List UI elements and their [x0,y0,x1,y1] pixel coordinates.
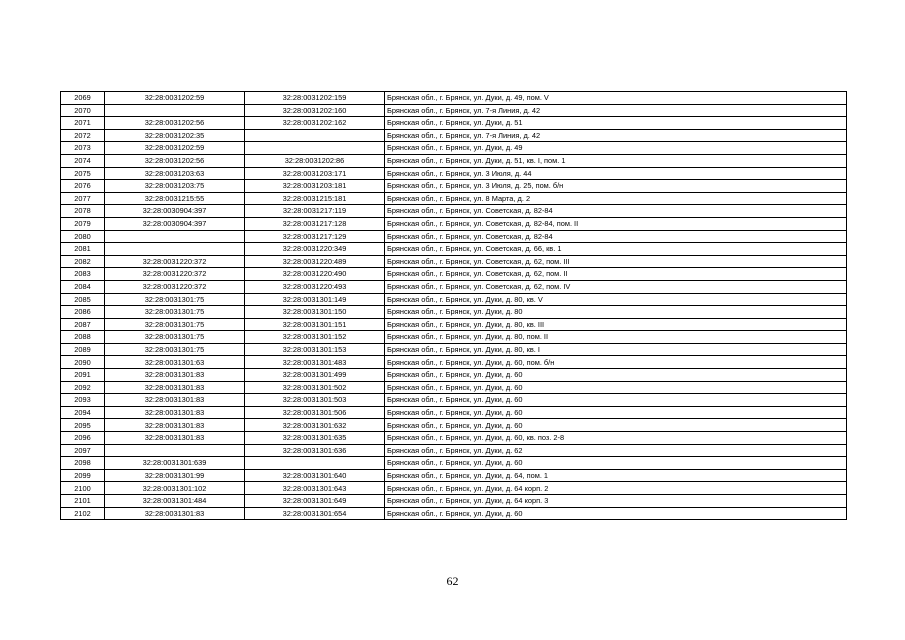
table-row [61,495,847,508]
land-cadastral-number-cell: 32:28:0031301:639 [105,457,245,470]
land-cadastral-number-cell: 32:28:0031301:83 [105,432,245,445]
row-number-cell: 2079 [61,217,105,230]
land-cadastral-number-cell: 32:28:0031220:372 [105,280,245,293]
building-cadastral-number-cell: 32:28:0031301:150 [245,306,385,319]
table-row [61,167,847,180]
row-number-cell: 2084 [61,280,105,293]
row-number-cell: 2087 [61,318,105,331]
land-cadastral-number-cell: 32:28:0031301:102 [105,482,245,495]
land-cadastral-number-cell: 32:28:0031203:75 [105,180,245,193]
table-row [61,469,847,482]
building-cadastral-number-cell: 32:28:0031202:162 [245,117,385,130]
building-cadastral-number-cell: 32:28:0031203:181 [245,180,385,193]
table-row [61,394,847,407]
table-row [61,381,847,394]
row-number-cell: 2098 [61,457,105,470]
table-row [61,293,847,306]
land-cadastral-number-cell: 32:28:0031301:83 [105,369,245,382]
table-row [61,331,847,344]
land-cadastral-number-cell: 32:28:0031301:83 [105,419,245,432]
row-number-cell: 2080 [61,230,105,243]
table-row [61,205,847,218]
building-cadastral-number-cell: 32:28:0031301:643 [245,482,385,495]
address-cell: Брянская обл., г. Брянск, ул. Дуки, д. 51 [385,117,847,130]
row-number-cell: 2071 [61,117,105,130]
building-cadastral-number-cell: 32:28:0031202:160 [245,104,385,117]
building-cadastral-number-cell: 32:28:0031301:635 [245,432,385,445]
land-cadastral-number-cell: 32:28:0030904:397 [105,217,245,230]
address-cell: Брянская обл., г. Брянск, ул. Советская, д. 62, пом. IV [385,280,847,293]
row-number-cell: 2073 [61,142,105,155]
building-cadastral-number-cell: 32:28:0031301:640 [245,469,385,482]
land-cadastral-number-cell [105,444,245,457]
row-number-cell: 2100 [61,482,105,495]
address-cell: Брянская обл., г. Брянск, ул. Дуки, д. 60 [385,394,847,407]
row-number-cell: 2083 [61,268,105,281]
address-cell: Брянская обл., г. Брянск, ул. Дуки, д. 60 [385,457,847,470]
row-number-cell: 2101 [61,495,105,508]
building-cadastral-number-cell: 32:28:0031301:499 [245,369,385,382]
table-row [61,180,847,193]
address-cell: Брянская обл., г. Брянск, ул. Дуки, д. 49 [385,142,847,155]
land-cadastral-number-cell: 32:28:0031202:35 [105,129,245,142]
page-number: 62 [446,574,459,588]
land-cadastral-number-cell: 32:28:0031202:59 [105,142,245,155]
row-number-cell: 2086 [61,306,105,319]
row-number-cell: 2074 [61,154,105,167]
table-row [61,318,847,331]
building-cadastral-number-cell: 32:28:0031220:489 [245,255,385,268]
land-cadastral-number-cell: 32:28:0031301:99 [105,469,245,482]
building-cadastral-number-cell: 32:28:0031301:632 [245,419,385,432]
table-row [61,268,847,281]
address-cell: Брянская обл., г. Брянск, ул. Дуки, д. 80, пом. II [385,331,847,344]
building-cadastral-number-cell [245,129,385,142]
table-row [61,230,847,243]
row-number-cell: 2093 [61,394,105,407]
table-row [61,192,847,205]
cadastral-table [60,91,847,520]
land-cadastral-number-cell: 32:28:0031301:83 [105,406,245,419]
address-cell: Брянская обл., г. Брянск, ул. Дуки, д. 80, кв. III [385,318,847,331]
row-number-cell: 2081 [61,243,105,256]
building-cadastral-number-cell: 32:28:0031217:128 [245,217,385,230]
row-number-cell: 2090 [61,356,105,369]
land-cadastral-number-cell: 32:28:0031301:83 [105,507,245,520]
building-cadastral-number-cell: 32:28:0031301:502 [245,381,385,394]
address-cell: Брянская обл., г. Брянск, ул. Советская, д. 82-84 [385,230,847,243]
address-cell: Брянская обл., г. Брянск, ул. Советская, д. 62, пом. II [385,268,847,281]
address-cell: Брянская обл., г. Брянск, ул. Дуки, д. 60 [385,419,847,432]
building-cadastral-number-cell: 32:28:0031202:159 [245,92,385,105]
table-row [61,92,847,105]
table-row [61,243,847,256]
land-cadastral-number-cell: 32:28:0030904:397 [105,205,245,218]
building-cadastral-number-cell [245,457,385,470]
address-cell: Брянская обл., г. Брянск, ул. Дуки, д. 64, пом. 1 [385,469,847,482]
table-row [61,457,847,470]
land-cadastral-number-cell: 32:28:0031202:56 [105,117,245,130]
address-cell: Брянская обл., г. Брянск, ул. 3 Июля, д. 25, пом. б/н [385,180,847,193]
table-row [61,117,847,130]
address-cell: Брянская обл., г. Брянск, ул. Дуки, д. 60 [385,406,847,419]
building-cadastral-number-cell: 32:28:0031301:503 [245,394,385,407]
building-cadastral-number-cell: 32:28:0031301:636 [245,444,385,457]
land-cadastral-number-cell [105,243,245,256]
land-cadastral-number-cell: 32:28:0031301:75 [105,343,245,356]
table-row [61,432,847,445]
address-cell: Брянская обл., г. Брянск, ул. 7-я Линия, д. 42 [385,129,847,142]
table-row [61,306,847,319]
building-cadastral-number-cell: 32:28:0031301:649 [245,495,385,508]
building-cadastral-number-cell: 32:28:0031301:152 [245,331,385,344]
address-cell: Брянская обл., г. Брянск, ул. 8 Марта, д. 2 [385,192,847,205]
row-number-cell: 2096 [61,432,105,445]
land-cadastral-number-cell: 32:28:0031203:63 [105,167,245,180]
building-cadastral-number-cell: 32:28:0031301:149 [245,293,385,306]
table-row [61,419,847,432]
row-number-cell: 2088 [61,331,105,344]
building-cadastral-number-cell: 32:28:0031220:349 [245,243,385,256]
building-cadastral-number-cell: 32:28:0031220:490 [245,268,385,281]
row-number-cell: 2091 [61,369,105,382]
address-cell: Брянская обл., г. Брянск, ул. Советская, д. 62, пом. III [385,255,847,268]
table-row [61,142,847,155]
land-cadastral-number-cell: 32:28:0031301:75 [105,318,245,331]
row-number-cell: 2097 [61,444,105,457]
address-cell: Брянская обл., г. Брянск, ул. 3 Июля, д. 44 [385,167,847,180]
table-row [61,217,847,230]
table-row [61,104,847,117]
building-cadastral-number-cell: 32:28:0031203:171 [245,167,385,180]
address-cell: Брянская обл., г. Брянск, ул. Дуки, д. 60, кв. поз. 2-8 [385,432,847,445]
land-cadastral-number-cell: 32:28:0031301:75 [105,293,245,306]
row-number-cell: 2094 [61,406,105,419]
address-cell: Брянская обл., г. Брянск, ул. Дуки, д. 49, пом. V [385,92,847,105]
table-row [61,255,847,268]
row-number-cell: 2082 [61,255,105,268]
row-number-cell: 2072 [61,129,105,142]
land-cadastral-number-cell: 32:28:0031202:59 [105,92,245,105]
land-cadastral-number-cell: 32:28:0031301:75 [105,331,245,344]
row-number-cell: 2069 [61,92,105,105]
building-cadastral-number-cell: 32:28:0031301:153 [245,343,385,356]
table-row [61,444,847,457]
building-cadastral-number-cell: 32:28:0031215:181 [245,192,385,205]
land-cadastral-number-cell: 32:28:0031220:372 [105,268,245,281]
building-cadastral-number-cell: 32:28:0031217:119 [245,205,385,218]
row-number-cell: 2076 [61,180,105,193]
address-cell: Брянская обл., г. Брянск, ул. Советская, д. 66, кв. 1 [385,243,847,256]
row-number-cell: 2078 [61,205,105,218]
land-cadastral-number-cell: 32:28:0031215:55 [105,192,245,205]
land-cadastral-number-cell: 32:28:0031301:83 [105,394,245,407]
building-cadastral-number-cell: 32:28:0031301:151 [245,318,385,331]
row-number-cell: 2095 [61,419,105,432]
table-row [61,507,847,520]
address-cell: Брянская обл., г. Брянск, ул. Дуки, д. 51, кв. I, пом. 1 [385,154,847,167]
table-row [61,482,847,495]
building-cadastral-number-cell: 32:28:0031217:129 [245,230,385,243]
land-cadastral-number-cell: 32:28:0031301:484 [105,495,245,508]
table-row [61,154,847,167]
row-number-cell: 2075 [61,167,105,180]
address-cell: Брянская обл., г. Брянск, ул. Дуки, д. 62 [385,444,847,457]
row-number-cell: 2070 [61,104,105,117]
table-row [61,369,847,382]
address-cell: Брянская обл., г. Брянск, ул. 7-я Линия, д. 42 [385,104,847,117]
building-cadastral-number-cell: 32:28:0031220:493 [245,280,385,293]
building-cadastral-number-cell: 32:28:0031301:506 [245,406,385,419]
land-cadastral-number-cell: 32:28:0031202:56 [105,154,245,167]
land-cadastral-number-cell: 32:28:0031220:372 [105,255,245,268]
table-body [61,92,847,520]
table-row [61,129,847,142]
address-cell: Брянская обл., г. Брянск, ул. Дуки, д. 80 [385,306,847,319]
land-cadastral-number-cell [105,230,245,243]
land-cadastral-number-cell: 32:28:0031301:63 [105,356,245,369]
table-row [61,280,847,293]
land-cadastral-number-cell [105,104,245,117]
address-cell: Брянская обл., г. Брянск, ул. Дуки, д. 60 [385,369,847,382]
row-number-cell: 2089 [61,343,105,356]
table-row [61,356,847,369]
land-cadastral-number-cell: 32:28:0031301:75 [105,306,245,319]
address-cell: Брянская обл., г. Брянск, ул. Советская, д. 82-84, пом. II [385,217,847,230]
building-cadastral-number-cell: 32:28:0031301:654 [245,507,385,520]
row-number-cell: 2102 [61,507,105,520]
address-cell: Брянская обл., г. Брянск, ул. Дуки, д. 64 корп. 3 [385,495,847,508]
address-cell: Брянская обл., г. Брянск, ул. Дуки, д. 60 [385,381,847,394]
address-cell: Брянская обл., г. Брянск, ул. Дуки, д. 60, пом. б/н [385,356,847,369]
table-row [61,343,847,356]
address-cell: Брянская обл., г. Брянск, ул. Дуки, д. 80, кв. V [385,293,847,306]
building-cadastral-number-cell [245,142,385,155]
row-number-cell: 2085 [61,293,105,306]
row-number-cell: 2092 [61,381,105,394]
address-cell: Брянская обл., г. Брянск, ул. Дуки, д. 64 корп. 2 [385,482,847,495]
address-cell: Брянская обл., г. Брянск, ул. Дуки, д. 60 [385,507,847,520]
building-cadastral-number-cell: 32:28:0031301:483 [245,356,385,369]
address-cell: Брянская обл., г. Брянск, ул. Дуки, д. 80, кв. I [385,343,847,356]
row-number-cell: 2077 [61,192,105,205]
row-number-cell: 2099 [61,469,105,482]
table-row [61,406,847,419]
land-cadastral-number-cell: 32:28:0031301:83 [105,381,245,394]
building-cadastral-number-cell: 32:28:0031202:86 [245,154,385,167]
address-cell: Брянская обл., г. Брянск, ул. Советская, д. 82-84 [385,205,847,218]
